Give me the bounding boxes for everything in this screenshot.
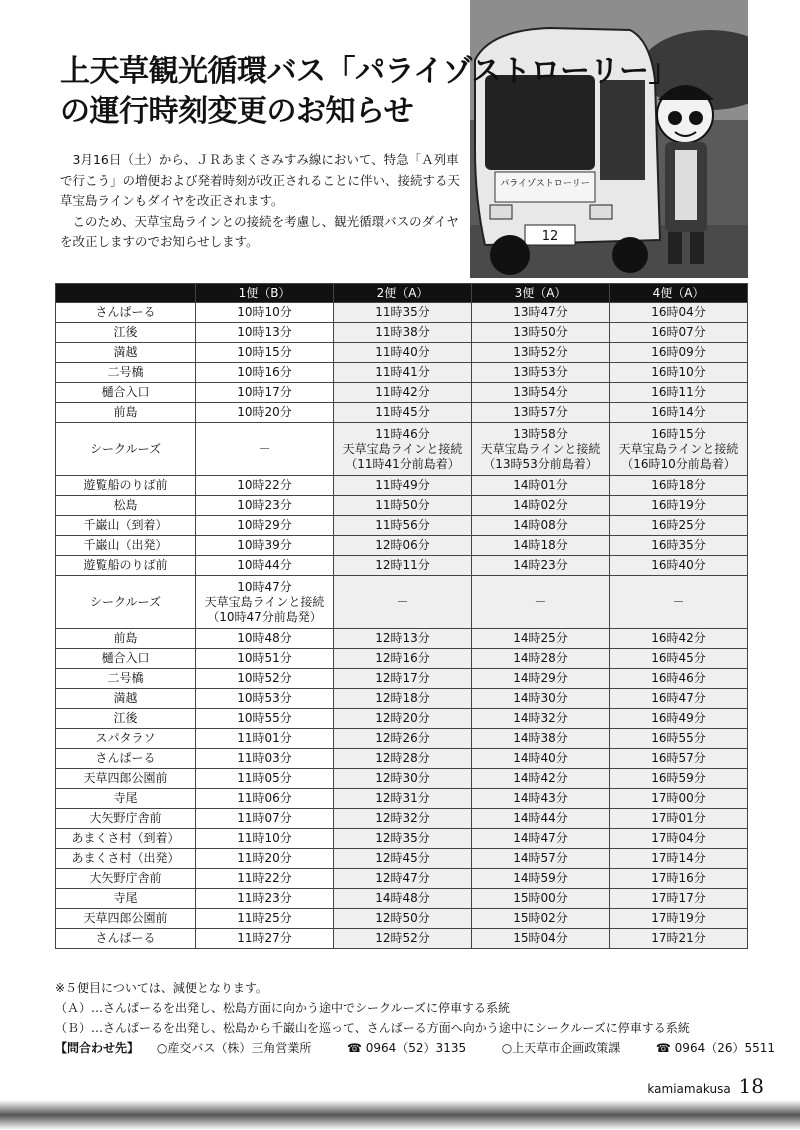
table-row — [56, 929, 748, 949]
time-cell: 16時45分 — [610, 649, 748, 669]
table-row — [56, 383, 748, 403]
time-cell: 17時04分 — [610, 829, 748, 849]
stop-name-cell: 二号橋 — [56, 363, 196, 383]
time-cell: 14時44分 — [472, 809, 610, 829]
table-row — [56, 363, 748, 383]
time-cell: 10時48分 — [196, 629, 334, 649]
time-cell: 13時50分 — [472, 323, 610, 343]
time-cell: 10時44分 — [196, 556, 334, 576]
time-cell: 10時39分 — [196, 536, 334, 556]
time-cell: － — [334, 576, 472, 629]
table-row — [56, 343, 748, 363]
time-cell: 12時17分 — [334, 669, 472, 689]
time-cell: 15時04分 — [472, 929, 610, 949]
table-row — [56, 849, 748, 869]
page-number: 18 — [738, 1074, 764, 1098]
stop-name-cell: 樋合入口 — [56, 649, 196, 669]
time-cell: 14時43分 — [472, 789, 610, 809]
stop-name-cell: 満越 — [56, 689, 196, 709]
time-cell: 12時32分 — [334, 809, 472, 829]
time-cell: 14時23分 — [472, 556, 610, 576]
table-row — [56, 516, 748, 536]
time-cell: 14時08分 — [472, 516, 610, 536]
table-row — [56, 536, 748, 556]
time-cell: 16時11分 — [610, 383, 748, 403]
title-line-2: の運行時刻変更のお知らせ — [60, 94, 414, 129]
time-cell: 16時09分 — [610, 343, 748, 363]
stop-name-cell: さんぱーる — [56, 929, 196, 949]
time-cell: 12時30分 — [334, 769, 472, 789]
time-cell: 11時05分 — [196, 769, 334, 789]
table-row — [56, 649, 748, 669]
stop-name-cell: あまくさ村（出発） — [56, 849, 196, 869]
table-row — [56, 809, 748, 829]
time-cell: 16時10分 — [610, 363, 748, 383]
stop-name-cell: 江後 — [56, 709, 196, 729]
bus-photo — [470, 0, 748, 278]
stop-name-cell: 大矢野庁舎前 — [56, 869, 196, 889]
time-cell: 10時23分 — [196, 496, 334, 516]
table-row — [56, 323, 748, 343]
time-cell: 11時49分 — [334, 476, 472, 496]
time-cell: 16時57分 — [610, 749, 748, 769]
time-cell: 13時57分 — [472, 403, 610, 423]
time-cell: 14時59分 — [472, 869, 610, 889]
time-cell: 11時07分 — [196, 809, 334, 829]
time-cell: 11時38分 — [334, 323, 472, 343]
time-cell: 17時00分 — [610, 789, 748, 809]
header-trip-3: 3便（A） — [472, 284, 610, 303]
stop-name-cell: 松島 — [56, 496, 196, 516]
stop-name-cell: 二号橋 — [56, 669, 196, 689]
stop-name-cell: シークルーズ — [56, 423, 196, 476]
time-cell: 11時45分 — [334, 403, 472, 423]
stop-name-cell: 寺尾 — [56, 889, 196, 909]
time-cell: 11時46分 天草宝島ラインと接続 （11時41分前島着） — [334, 423, 472, 476]
time-cell: 10時15分 — [196, 343, 334, 363]
time-cell: 14時28分 — [472, 649, 610, 669]
time-cell: 14時30分 — [472, 689, 610, 709]
table-row — [56, 689, 748, 709]
time-cell: － — [472, 576, 610, 629]
time-cell: 13時58分 天草宝島ラインと接続 （13時53分前島着） — [472, 423, 610, 476]
bus-photo-graphic — [470, 0, 748, 278]
time-cell: 11時06分 — [196, 789, 334, 809]
table-row — [56, 829, 748, 849]
stop-name-cell: 天草四郎公園前 — [56, 769, 196, 789]
time-cell: 10時16分 — [196, 363, 334, 383]
page-title — [60, 52, 760, 132]
table-row — [56, 889, 748, 909]
header-trip-2: 2便（A） — [334, 284, 472, 303]
time-cell: 10時20分 — [196, 403, 334, 423]
table-row — [56, 709, 748, 729]
contact-line — [55, 1038, 775, 1058]
footer-brand: kamiamakusa — [647, 1082, 731, 1096]
table-row — [56, 769, 748, 789]
time-cell: 14時32分 — [472, 709, 610, 729]
license-plate: 12 — [541, 229, 559, 244]
time-cell: 16時59分 — [610, 769, 748, 789]
time-cell: 12時47分 — [334, 869, 472, 889]
contact-tel-1: ☎ 0964（52）3135 — [346, 1041, 467, 1055]
time-cell: 14時29分 — [472, 669, 610, 689]
time-cell: 13時52分 — [472, 343, 610, 363]
time-cell: 12時18分 — [334, 689, 472, 709]
table-row — [56, 749, 748, 769]
time-cell: 10時47分 天草宝島ラインと接続 （10時47分前島発） — [196, 576, 334, 629]
time-cell: 11時20分 — [196, 849, 334, 869]
stop-name-cell: 前島 — [56, 629, 196, 649]
header-trip-4: 4便（A） — [610, 284, 748, 303]
stop-name-cell: 大矢野庁舎前 — [56, 809, 196, 829]
time-cell: 11時03分 — [196, 749, 334, 769]
timetable — [55, 283, 748, 949]
time-cell: 14時25分 — [472, 629, 610, 649]
time-cell: 12時16分 — [334, 649, 472, 669]
time-cell: 14時57分 — [472, 849, 610, 869]
time-cell: － — [610, 576, 748, 629]
time-cell: 12時26分 — [334, 729, 472, 749]
time-cell: 11時25分 — [196, 909, 334, 929]
table-row — [56, 476, 748, 496]
time-cell: 11時35分 — [334, 303, 472, 323]
table-row — [56, 556, 748, 576]
time-cell: 11時56分 — [334, 516, 472, 536]
time-cell: 16時18分 — [610, 476, 748, 496]
time-cell: 16時15分 天草宝島ラインと接続 （16時10分前島着） — [610, 423, 748, 476]
bus-sign-text: パライゾストローリー — [500, 179, 590, 189]
time-cell: 17時17分 — [610, 889, 748, 909]
time-cell: 16時19分 — [610, 496, 748, 516]
stop-name-cell: 江後 — [56, 323, 196, 343]
time-cell: 16時25分 — [610, 516, 748, 536]
time-cell: 14時38分 — [472, 729, 610, 749]
time-cell: 13時54分 — [472, 383, 610, 403]
timetable-header-row — [56, 284, 748, 303]
table-row — [56, 496, 748, 516]
time-cell: 14時02分 — [472, 496, 610, 516]
stop-name-cell: さんぱーる — [56, 749, 196, 769]
time-cell: 10時29分 — [196, 516, 334, 536]
intro-paragraph: 3月16日（土）から、ＪＲあまくさみすみ線において、特急「Ａ列車で行こう」の増便および発着時刻が改正されることに伴い、接続する天草宝島ラインもダイヤを改正されます。 — [60, 152, 461, 208]
time-cell: 11時42分 — [334, 383, 472, 403]
stop-name-cell: 遊覧船のりば前 — [56, 556, 196, 576]
time-cell: 16時55分 — [610, 729, 748, 749]
stop-name-cell: 遊覧船のりば前 — [56, 476, 196, 496]
time-cell: 12時31分 — [334, 789, 472, 809]
contact-org-1: ○産交バス（株）三角営業所 — [156, 1041, 312, 1055]
time-cell: 11時23分 — [196, 889, 334, 909]
time-cell: 11時50分 — [334, 496, 472, 516]
time-cell: 16時49分 — [610, 709, 748, 729]
time-cell: 12時11分 — [334, 556, 472, 576]
time-cell: 11時41分 — [334, 363, 472, 383]
table-row — [56, 909, 748, 929]
time-cell: 10時17分 — [196, 383, 334, 403]
stop-name-cell: 満越 — [56, 343, 196, 363]
note-line: ※５便目については、減便となります。 — [55, 981, 268, 995]
timetable-body — [56, 303, 748, 949]
time-cell: 13時47分 — [472, 303, 610, 323]
time-cell: 15時02分 — [472, 909, 610, 929]
time-cell: 10時22分 — [196, 476, 334, 496]
note-line: （Ｂ）…さんぱーるを出発し、松島から千巌山を巡って、さんぱーる方面へ向かう途中にシークルーズに停車する系統 — [55, 1021, 690, 1035]
time-cell: 16時42分 — [610, 629, 748, 649]
time-cell: 10時13分 — [196, 323, 334, 343]
time-cell: 13時53分 — [472, 363, 610, 383]
time-cell: 16時47分 — [610, 689, 748, 709]
stop-name-cell: シークルーズ — [56, 576, 196, 629]
time-cell: 12時28分 — [334, 749, 472, 769]
time-cell: 10時10分 — [196, 303, 334, 323]
stop-name-cell: スパタラソ — [56, 729, 196, 749]
time-cell: 16時40分 — [610, 556, 748, 576]
intro-paragraph: このため、天草宝島ラインとの接続を考慮し、観光循環バスのダイヤを改正しますのでお知らせします。 — [60, 213, 459, 249]
notes — [55, 978, 775, 1058]
stop-name-cell: あまくさ村（到着） — [56, 829, 196, 849]
contact-label: 【問合わせ先】 — [55, 1041, 140, 1055]
note-line: （Ａ）…さんぱーるを出発し、松島方面に向かう途中でシークルーズに停車する系統 — [55, 1001, 511, 1015]
time-cell: 14時42分 — [472, 769, 610, 789]
time-cell: 11時27分 — [196, 929, 334, 949]
page-footer — [647, 1074, 764, 1098]
stop-name-cell: さんぱーる — [56, 303, 196, 323]
stop-name-cell: 寺尾 — [56, 789, 196, 809]
table-row — [56, 729, 748, 749]
time-cell: 11時22分 — [196, 869, 334, 889]
time-cell: 11時10分 — [196, 829, 334, 849]
header-stop — [56, 284, 196, 303]
time-cell: 14時48分 — [334, 889, 472, 909]
table-row — [56, 303, 748, 323]
time-cell: 16時07分 — [610, 323, 748, 343]
header-trip-1: 1便（B） — [196, 284, 334, 303]
bottom-band — [0, 1100, 800, 1130]
time-cell: 16時14分 — [610, 403, 748, 423]
time-cell: 12時52分 — [334, 929, 472, 949]
table-row — [56, 403, 748, 423]
time-cell: 17時19分 — [610, 909, 748, 929]
time-cell: 15時00分 — [472, 889, 610, 909]
time-cell: 12時06分 — [334, 536, 472, 556]
time-cell: 10時51分 — [196, 649, 334, 669]
time-cell: 11時40分 — [334, 343, 472, 363]
time-cell: － — [196, 423, 334, 476]
stop-name-cell: 樋合入口 — [56, 383, 196, 403]
table-row — [56, 576, 748, 629]
intro-text — [60, 150, 465, 253]
time-cell: 11時01分 — [196, 729, 334, 749]
time-cell: 12時50分 — [334, 909, 472, 929]
table-row — [56, 423, 748, 476]
table-row — [56, 869, 748, 889]
time-cell: 10時53分 — [196, 689, 334, 709]
time-cell: 17時14分 — [610, 849, 748, 869]
title-line-1: 上天草観光循環バス「パライゾストローリー」 — [60, 54, 678, 89]
stop-name-cell: 千巌山（到着） — [56, 516, 196, 536]
time-cell: 12時20分 — [334, 709, 472, 729]
contact-org-2: ○上天草市企画政策課 — [501, 1041, 621, 1055]
table-row — [56, 789, 748, 809]
time-cell: 14時18分 — [472, 536, 610, 556]
time-cell: 10時55分 — [196, 709, 334, 729]
time-cell: 17時21分 — [610, 929, 748, 949]
time-cell: 16時46分 — [610, 669, 748, 689]
time-cell: 12時35分 — [334, 829, 472, 849]
time-cell: 17時16分 — [610, 869, 748, 889]
time-cell: 14時40分 — [472, 749, 610, 769]
time-cell: 14時47分 — [472, 829, 610, 849]
table-row — [56, 629, 748, 649]
contact-tel-2: ☎ 0964（26）5511 — [655, 1041, 776, 1055]
time-cell: 12時13分 — [334, 629, 472, 649]
stop-name-cell: 天草四郎公園前 — [56, 909, 196, 929]
time-cell: 17時01分 — [610, 809, 748, 829]
time-cell: 14時01分 — [472, 476, 610, 496]
time-cell: 12時45分 — [334, 849, 472, 869]
time-cell: 10時52分 — [196, 669, 334, 689]
stop-name-cell: 千巌山（出発） — [56, 536, 196, 556]
stop-name-cell: 前島 — [56, 403, 196, 423]
time-cell: 16時04分 — [610, 303, 748, 323]
time-cell: 16時35分 — [610, 536, 748, 556]
table-row — [56, 669, 748, 689]
